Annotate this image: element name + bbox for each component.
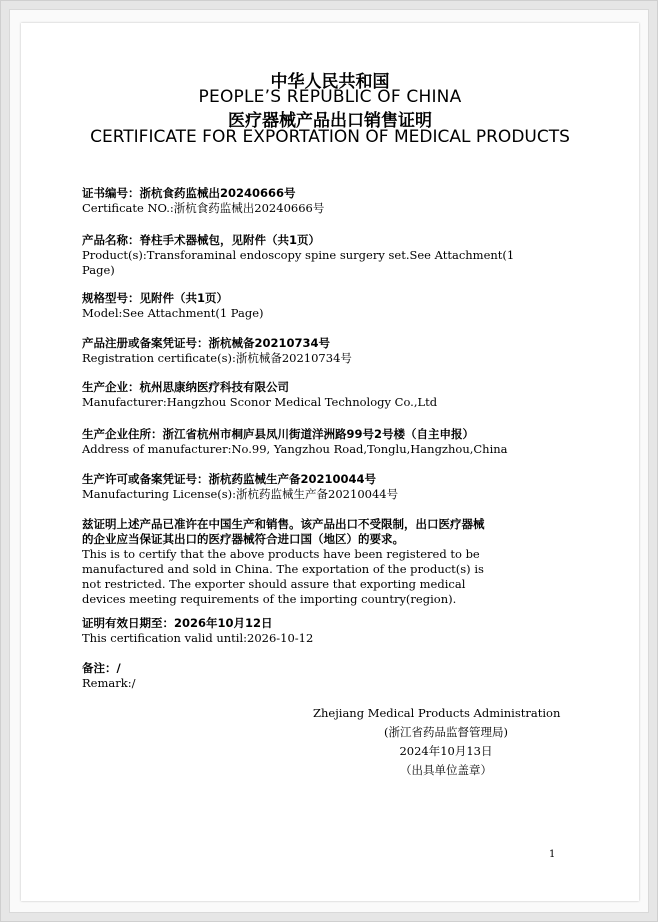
address-cn: 生产企业住所：浙江省杭州市桐庐县凤川街道洋洲路99号2号楼（自主申报） — [82, 427, 475, 441]
subtitle-en: CERTIFICATE FOR EXPORTATION OF MEDICAL PRODUCTS — [90, 127, 570, 147]
statement-cn-line2: 的企业应当保证其出口的医疗器械符合进口国（地区）的要求。 — [82, 532, 404, 546]
subtitle-cn: 医疗器械产品出口销售证明 — [228, 111, 432, 131]
certificate-page — [21, 23, 639, 901]
issuer-name-en: Zhejiang Medical Products Administration — [313, 706, 561, 720]
manufacturer-section — [82, 380, 557, 410]
issue-date: 2024年10月13日 — [399, 744, 493, 758]
remark-cn: 备注：/ — [82, 661, 121, 675]
license-en: Manufacturing License(s):浙杭药监械生产备20210044号 — [82, 487, 399, 501]
issuer-name-cn: (浙江省药品监督管理局) — [384, 725, 508, 739]
statement-cn-line1: 兹证明上述产品已准许在中国生产和销售。该产品出口不受限制，出口医疗器械 — [82, 517, 485, 531]
certificate-number-section — [82, 186, 557, 216]
title-en: PEOPLE’S REPUBLIC OF CHINA — [198, 87, 462, 107]
issuer-block — [311, 704, 581, 780]
registration-section — [82, 336, 557, 366]
page-number: 1 — [549, 849, 556, 860]
validity-cn: 证明有效日期至：2026年10月12日 — [82, 616, 273, 630]
address-en: Address of manufacturer:No.99, Yangzhou Road,Tonglu,Hangzhou,China — [82, 442, 508, 456]
seal-note: （出具单位盖章） — [400, 763, 492, 777]
model-cn: 规格型号：见附件（共1页） — [82, 291, 229, 305]
product-cn: 产品名称：脊柱手术器械包，见附件（共1页） — [82, 233, 320, 247]
remark-en: Remark:/ — [82, 676, 136, 690]
statement-en-line3: not restricted. The exporter should assure that exporting medical — [82, 577, 466, 591]
manufacturer-cn: 生产企业：杭州思康纳医疗科技有限公司 — [82, 380, 289, 394]
statement-section — [82, 517, 557, 607]
registration-en: Registration certificate(s):浙杭械备20210734号 — [82, 351, 352, 365]
product-en-line1: Product(s):Transforaminal endoscopy spine surgery set.See Attachment(1 — [82, 248, 515, 262]
validity-section — [82, 616, 557, 646]
statement-en-line4: devices meeting requirements of the importing country(region). — [82, 592, 457, 606]
address-section — [82, 427, 557, 457]
certificate-number-en: Certificate NO.:浙杭食药监械出20240666号 — [82, 201, 325, 215]
product-en-line2: Page) — [82, 263, 115, 277]
model-section — [82, 291, 557, 321]
product-section — [82, 233, 557, 278]
license-cn: 生产许可或备案凭证号：浙杭药监械生产备20210044号 — [82, 472, 377, 486]
manufacturer-en: Manufacturer:Hangzhou Sconor Medical Technology Co.,Ltd — [82, 395, 438, 409]
model-en: Model:See Attachment(1 Page) — [82, 306, 264, 320]
statement-en-line1: This is to certify that the above products have been registered to be — [82, 547, 480, 561]
registration-cn: 产品注册或备案凭证号：浙杭械备20210734号 — [82, 336, 331, 350]
title-cn: 中华人民共和国 — [270, 72, 390, 92]
remark-section — [82, 661, 557, 691]
license-section — [82, 472, 557, 502]
statement-en-line2: manufactured and sold in China. The exportation of the product(s) is — [82, 562, 484, 576]
certificate-number-cn: 证书编号：浙杭食药监械出20240666号 — [82, 186, 296, 200]
validity-en: This certification valid until:2026-10-12 — [82, 631, 314, 645]
